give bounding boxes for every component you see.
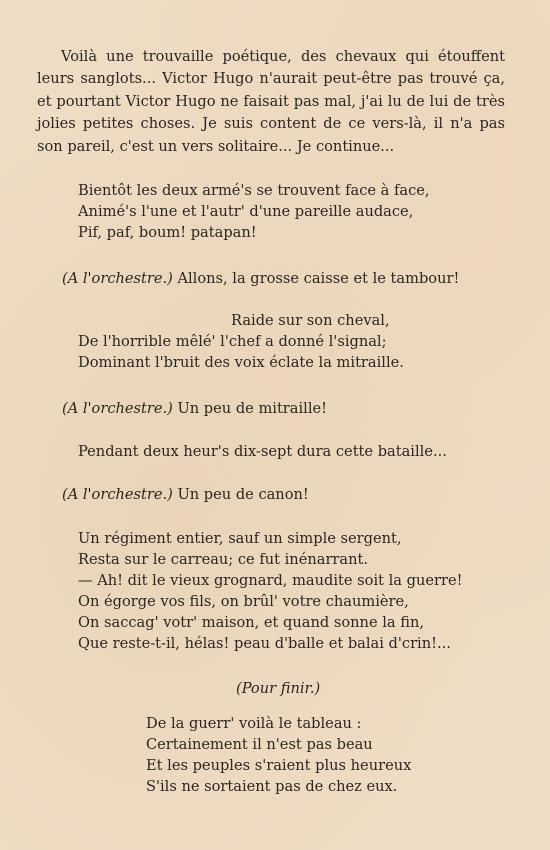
verse-line: Certainement il n'est pas beau — [146, 736, 373, 753]
stanza-final — [146, 713, 411, 797]
verse-line-bataille: Pendant deux heur's dix-sept dura cette bataille... — [78, 443, 447, 460]
paragraph-text: Voilà une trouvaille poétique, des chevaux qui étouffent leurs sanglots... Victor Hugo n'aurait peut-être pas trouvé ça, et pourtant Victor Hugo ne faisait pas mal, j'ai lu de lui de très jolies petites choses. Je suis content de ce vers-là, il n'a pas son pareil, c'est un vers solitaire... Je continue... — [37, 48, 505, 155]
stage-direction-canon — [62, 484, 309, 505]
stage-direction-text: Un peu de canon! — [172, 486, 309, 503]
stanza-signal — [78, 310, 404, 373]
verse-line: Et les peuples s'raient plus heureux — [146, 757, 412, 774]
stanza-battle-start — [78, 180, 430, 243]
verse-line: Un régiment entier, sauf un simple sergent, — [78, 530, 402, 547]
verse-line: De la guerr' voilà le tableau : — [146, 715, 362, 732]
stage-direction-text: Un peu de mitraille! — [172, 400, 327, 417]
verse-line: On égorge vos fils, on brûl' votre chaumière, — [78, 593, 409, 610]
stage-direction-italic: (A l'orchestre.) — [62, 486, 173, 503]
verse-line: Dominant l'bruit des voix éclate la mitraille. — [78, 354, 404, 371]
stage-direction-drum — [62, 268, 459, 289]
stage-direction-text: Allons, la grosse caisse et le tambour! — [172, 270, 460, 287]
verse-line: Bientôt les deux armé's se trouvent face à face, — [78, 182, 430, 199]
verse-line: Pif, paf, boum! patapan! — [78, 224, 257, 241]
verse-line: Resta sur le carreau; ce fut inénarrant. — [78, 551, 368, 568]
stage-direction-mitraille — [62, 398, 327, 419]
verse-line: Animé's l'une et l'autr' d'une pareille audace, — [78, 203, 414, 220]
verse-line: Que reste-t-il, hélas! peau d'balle et balai d'crin!... — [78, 635, 451, 652]
stage-direction-italic: (A l'orchestre.) — [62, 270, 173, 287]
verse-line: On saccag' votr' maison, et quand sonne la fin, — [78, 614, 425, 631]
stanza-regiment — [78, 528, 462, 654]
verse-line: De l'horrible mêlé' l'chef a donné l'signal; — [78, 333, 387, 350]
verse-line: — Ah! dit le vieux grognard, maudite soit la guerre! — [78, 572, 463, 589]
verse-line: Raide sur son cheval, — [231, 312, 390, 329]
stage-direction-pour-finir: (Pour finir.) — [236, 680, 321, 697]
stage-direction-italic: (A l'orchestre.) — [62, 400, 173, 417]
verse-line: S'ils ne sortaient pas de chez eux. — [146, 778, 398, 795]
opening-paragraph — [37, 46, 505, 158]
